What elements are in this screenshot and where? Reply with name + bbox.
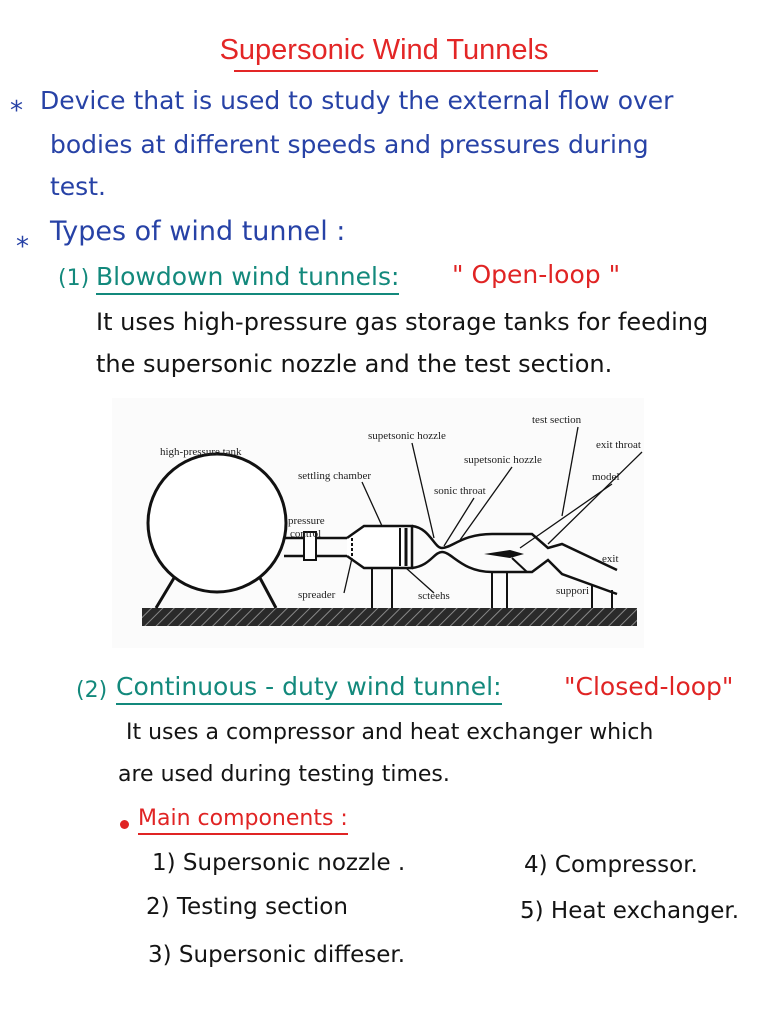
label-pressure: pressure: [288, 515, 325, 527]
page-title: Supersonic Wind Tunnels: [219, 34, 549, 66]
label-supersonic-nozzle-2: supetsonic hozzle: [464, 454, 542, 466]
high-pressure-tank: [148, 454, 286, 592]
label-sonic-throat: sonic throat: [434, 485, 486, 497]
label-control: control: [290, 528, 322, 540]
intro-line-2: bodies at different speeds and pressures during: [50, 130, 649, 159]
title-underline: [234, 70, 598, 72]
intro-line-3: test.: [50, 172, 106, 201]
type1-line-1: It uses high-pressure gas storage tanks for feeding: [96, 308, 709, 336]
label-screens: scteehs: [418, 590, 450, 602]
ground-hatch: [142, 608, 637, 626]
label-supersonic-nozzle-1: supetsonic hozzle: [368, 430, 446, 442]
asterisk-bullet-icon: *: [10, 96, 23, 126]
component-item-5: 5) Heat exchanger.: [520, 898, 740, 924]
types-heading: Types of wind tunnel :: [50, 216, 346, 247]
asterisk-bullet-icon: *: [16, 232, 29, 262]
intro-line-1: Device that is used to study the external flow over: [40, 86, 674, 115]
settling-chamber: [347, 526, 412, 568]
label-support: suppori: [556, 585, 589, 597]
type1-nickname: " Open-loop ": [452, 260, 621, 289]
type2-line-2: are used during testing times.: [118, 762, 450, 787]
label-exit-throat: exit throat: [596, 439, 641, 451]
type2-nickname: "Closed-loop": [564, 672, 734, 701]
label-settling-chamber: settling chamber: [298, 470, 372, 482]
label-model: model: [592, 471, 620, 483]
red-dot-bullet-icon: [120, 820, 129, 829]
label-test-section: test section: [532, 414, 582, 426]
label-exit: exit: [602, 553, 619, 565]
components-heading: Main components :: [138, 806, 348, 835]
component-item-1: 1) Supersonic nozzle .: [152, 850, 406, 876]
component-item-3: 3) Supersonic diffeser.: [148, 942, 406, 968]
component-item-4: 4) Compressor.: [524, 852, 698, 878]
type2-number: (2): [76, 678, 108, 703]
type1-number: (1): [58, 266, 90, 291]
label-spreader: spreader: [298, 589, 336, 601]
type1-name: Blowdown wind tunnels:: [96, 262, 399, 295]
component-item-2: 2) Testing section: [146, 894, 348, 920]
blowdown-tunnel-diagram: [112, 398, 644, 648]
type1-line-2: the supersonic nozzle and the test section.: [96, 350, 613, 378]
label-high-pressure-tank: high-pressure tank: [160, 446, 242, 458]
type2-name: Continuous - duty wind tunnel:: [116, 672, 502, 705]
type2-line-1: It uses a compressor and heat exchanger which: [126, 720, 654, 745]
